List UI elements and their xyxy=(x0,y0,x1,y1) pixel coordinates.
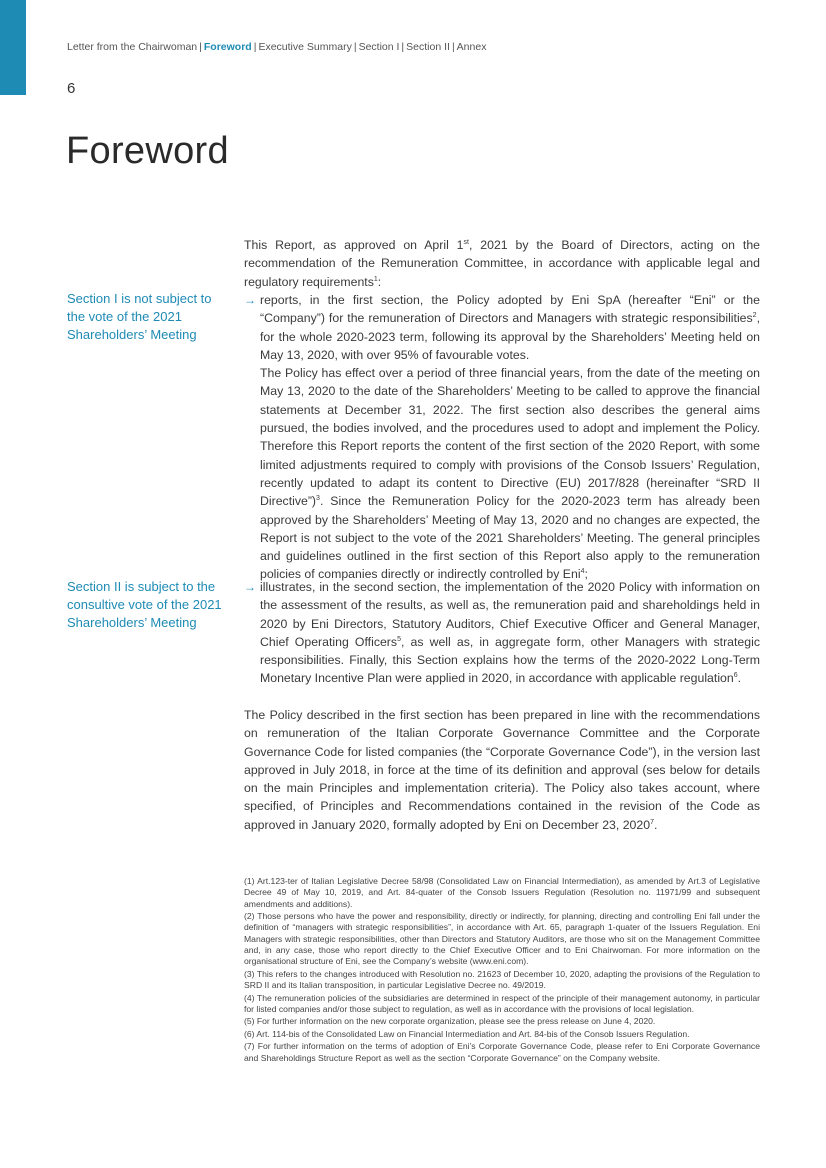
footnote-ref: 6 xyxy=(733,672,738,680)
bullet-paragraph: reports, in the first section, the Policy adopted by Eni SpA (hereafter “Eni” or the “Company”) for the remuneration of Directors and Managers with strategic responsibilities$^2$, for the whole 2020-2023 term, following its approval by the Shareholders’ Meeting held on May 13, 2020, with over 95% of favourable votes. xyxy=(260,293,760,362)
nav-separator: | xyxy=(199,41,202,53)
nav-separator: | xyxy=(253,41,257,53)
footnote-item: (1) Art.123-ter of Italian Legislative Decree 58/98 (Consolidated Law on Financial Intermediation), as amended by Art.3 of Legislative Decree 49 of May 10, 2019, and Art. 84-quater of the Consob Issuers Regulation (Resolution no. 11971/99 and subsequent amendments and additions). xyxy=(244,876,760,909)
footnote-item: (4) The remuneration policies of the subsidiaries are determined in respect of the principle of their management autonomy, in particular for listed companies and/or those subject to regulation, as well as in accordance with the provisions of local legislation. xyxy=(244,992,760,1014)
footnote-item: (5) For further information on the new corporate organization, please see the press release on June 4, 2020. xyxy=(244,1016,656,1027)
nav-link-section-1[interactable]: Section I xyxy=(358,41,400,53)
nav-link-annex[interactable]: Annex xyxy=(456,41,487,53)
intro-paragraph: This Report, as approved on April 1st, 2021 by the Board of Directors, acting on the recommendation of the Remuneration Committee, in accordance with applicable legal and regulatory requirements$^1$: xyxy=(244,238,760,289)
nav-separator: | xyxy=(451,41,455,53)
nav-link-foreword[interactable]: Foreword xyxy=(203,41,252,53)
page-number: 6 xyxy=(67,80,76,97)
arrow-right-icon: → xyxy=(244,293,256,307)
breadcrumb-nav xyxy=(67,41,486,53)
bullet-item-section-2 xyxy=(244,578,760,688)
nav-link-section-2[interactable]: Section II xyxy=(406,41,450,53)
accent-bar xyxy=(0,0,26,95)
bullet-paragraph: illustrates, in the second section, the implementation of the 2020 Policy with information on the assessment of the results, as well as, the remuneration paid and shareholdings held in 2020 by Eni Directors, Statutory Auditors, Chief Executive Officer and General Manager, Chief Operating Officers$^5$, as well as, in aggregate form, other Managers with strategic responsibilities. Finally, this Section explains how the terms of the 2020-2022 Long-Term Monetary Incentive Plan were applied in 2020, in accordance with applicable regulation$^6$. xyxy=(260,580,760,686)
footnote-ref: 1 xyxy=(373,275,378,283)
footnote-ref: 5 xyxy=(397,635,401,643)
nav-separator: | xyxy=(353,41,357,53)
footnote-ref: 4 xyxy=(580,568,585,576)
nav-link-letter[interactable]: Letter from the Chairwoman xyxy=(67,41,198,53)
nav-link-executive-summary[interactable]: Executive Summary xyxy=(258,41,352,53)
footnote-item: (7) For further information on the terms of adoption of Eni’s Corporate Governance Code, please refer to Eni Corporate Governance and Shareholdings Structure Report as well as the section “Corporate Governance” on the Company website. xyxy=(244,1041,760,1063)
footnote-item: (3) This refers to the changes introduced with Resolution no. 21623 of December 10, 2020, adapting the provisions of the Regulation to SRD II and its Italian transposition, in particular Legislative Decree no. 49/2019. xyxy=(244,968,760,991)
footnote-item: (6) Art. 114-bis of the Consolidated Law on Financial Intermediation and Art. 84-bis of the Consob Issuers Regulation. xyxy=(244,1028,690,1039)
side-note-section-1: Section I is not subject to the vote of the 2021 Shareholders’ Meeting xyxy=(67,291,212,342)
side-note-section-2: Section II is subject to the consultive vote of the 2021 Shareholders’ Meeting xyxy=(67,579,222,630)
nav-separator: | xyxy=(401,41,405,53)
page-title: Foreword xyxy=(66,130,229,172)
bullet-item-section-1 xyxy=(244,291,760,584)
footnotes xyxy=(244,876,760,1065)
arrow-right-icon: → xyxy=(244,580,256,594)
bullet-paragraph: The Policy has effect over a period of three financial years, from the date of the meeting on May 13, 2020 to the date of the Shareholders’ Meeting to be called to approve the financial statements at December 31, 2022. The first section also describes the general aims pursued, the bodies involved, and the procedures used to adopt and implement the Policy. Therefore this Report reports the content of the first section of the 2020 Report, with some limited adjustments required to comply with provisions of the Consob Issuers’ Regulation, recently updated to adapt its content to Directive (EU) 2017/828 (hereinafter “SRD II Directive”)$^3$. Since the Remuneration Policy for the 2020-2023 term has already been approved by the Shareholders’ Meeting of May 13, 2020 and no changes are expected, the Report is not subject to the vote of the 2021 Shareholders’ Meeting. The general principles and guidelines outlined in the first section of this Report also apply to the remuneration policies of companies directly or indirectly controlled by Eni$^4$; xyxy=(260,366,760,582)
closing-paragraph: The Policy described in the first section has been prepared in line with the recommendations on remuneration of the Italian Corporate Governance Committee and the Corporate Governance Code for listed companies (the “Corporate Governance Code”), in the version last approved in July 2018, in force at the time of its definition and approval (ses below for details on the main Principles and implementation criteria). The Policy also takes account, where specified, of Principles and Recommendations contained in the revision of the Code as approved in January 2020, formally adopted by Eni on December 23, 2020$^7$. xyxy=(244,708,760,832)
footnote-ref: 3 xyxy=(316,495,320,503)
footnote-ref: 2 xyxy=(752,312,757,320)
footnote-ref: 7 xyxy=(650,818,654,826)
footnote-item: (2) Those persons who have the power and responsibility, directly or indirectly, for planning, directing and controlling Eni fall under the definition of “managers with strategic responsibilities”, in accordance with Art. 65, paragraph 1-quater of the Issuers Regulation. Eni Managers with strategic responsibilities, other than Directors and Statutory Auditors, are those who sit on the Management Committee and, in any case, those who report directly to the Chief Executive Officer and to Eni Chairwoman. For more information on the organisational structure of Eni, see the Company’s website (www.eni.com). xyxy=(244,911,760,967)
